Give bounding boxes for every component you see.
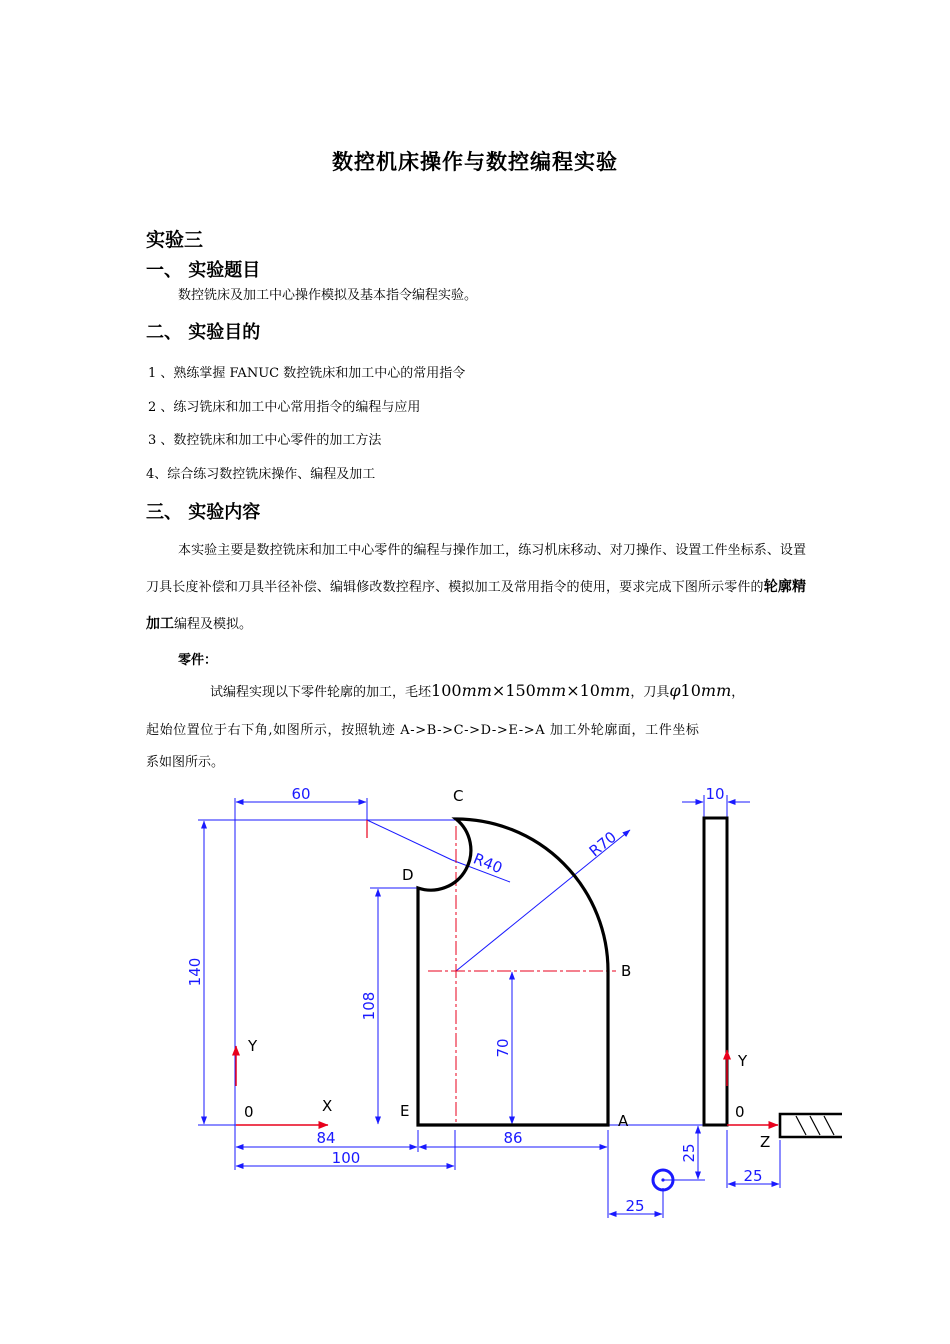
point-label-b: B — [621, 962, 632, 980]
leader-r40 — [367, 820, 452, 860]
tool-hatch — [796, 1116, 806, 1135]
blank-size-thickness: ×10 — [566, 681, 600, 700]
tool-unit: mm — [700, 681, 732, 700]
tool-hatch — [810, 1116, 820, 1135]
dim-label-10: 10 — [705, 785, 725, 803]
side-view-plate — [704, 818, 727, 1125]
part-label: 零件： — [178, 653, 218, 668]
task-text-c: ， — [731, 685, 745, 700]
tool-diameter: 10 — [680, 681, 701, 700]
dim-label-108: 108 — [360, 991, 378, 1021]
blank-size-width: ×150 — [491, 681, 536, 700]
content-text-a: 本实验主要是数控铣床和加工中心零件的编程与操作加工，练习机床移动、对刀操作、设置工件坐标系、设置刀具长度补偿和刀具半径补偿、编辑修改数控程序、模拟加工及常用指令的使用，要求完成下图所示零件的 — [146, 543, 806, 595]
blank-size-unit: mm — [599, 681, 631, 700]
dim-label-25-vertical: 25 — [680, 1143, 698, 1163]
point-label-c: C — [453, 787, 464, 805]
content-bold-term: 轮廓精加工 — [146, 579, 806, 632]
task-line-2: 起始位置位于右下角,如图所示，按照轨迹 A->B->C->D->E->A 加工外轮廓面，工件坐标 — [146, 723, 700, 738]
objective-item: 4、综合练习数控铣床操作、编程及加工 — [146, 467, 376, 482]
dim-label-100: 100 — [331, 1149, 361, 1167]
point-label-a: A — [618, 1112, 629, 1130]
task-text-b: ，刀具 — [630, 685, 670, 700]
side-axis-label-z: Z — [760, 1133, 771, 1151]
point-label-e: E — [400, 1102, 410, 1120]
axis-label-y: Y — [248, 1037, 258, 1055]
content-text-b: 编程及模拟。 — [174, 617, 253, 632]
task-line-3: 系如图所示。 — [146, 755, 225, 770]
task-line-1 — [210, 681, 744, 700]
dim-label-86: 86 — [503, 1129, 523, 1147]
point-label-d: D — [402, 866, 414, 884]
blank-size-unit: mm — [461, 681, 492, 700]
dim-label-60: 60 — [291, 785, 311, 803]
axis-label-x: X — [322, 1097, 333, 1115]
blank-size-length: 100 — [431, 681, 462, 700]
experiment-label: 实验三 — [146, 229, 204, 251]
tool-start-center — [661, 1178, 664, 1181]
dim-label-70: 70 — [494, 1038, 512, 1058]
dim-label-25-horizontal: 25 — [625, 1197, 645, 1215]
dim-label-84: 84 — [316, 1129, 336, 1147]
dim-label-25-side: 25 — [743, 1167, 763, 1185]
section-1-heading: 一、 实验题目 — [146, 260, 261, 281]
radius-label-r70: R70 — [585, 827, 620, 861]
radius-label-r40: R40 — [470, 849, 505, 878]
part-outline — [418, 819, 608, 1125]
section-2-heading: 二、 实验目的 — [146, 322, 261, 343]
doc-title: 数控机床操作与数控编程实验 — [332, 149, 618, 174]
task-text-a: 试编程实现以下零件轮廓的加工，毛坯 — [210, 685, 432, 700]
axis-label-origin: 0 — [244, 1103, 254, 1121]
side-axis-label-origin: 0 — [735, 1103, 745, 1121]
tool-hatch — [824, 1116, 834, 1135]
blank-size-unit: mm — [535, 681, 567, 700]
part-drawing — [0, 770, 950, 1230]
dim-label-140: 140 — [186, 957, 204, 987]
content-paragraph — [146, 533, 806, 643]
objective-item: 3 、数控铣床和加工中心零件的加工方法 — [148, 433, 382, 448]
side-axis-label-y: Y — [738, 1052, 748, 1070]
section-1-body: 数控铣床及加工中心操作模拟及基本指令编程实验。 — [178, 288, 478, 303]
tool-phi: φ — [669, 681, 681, 700]
objective-item: 2 、练习铣床和加工中心常用指令的编程与应用 — [148, 400, 421, 415]
section-3-heading: 三、 实验内容 — [146, 502, 261, 523]
objective-item: 1 、熟练掌握 FANUC 数控铣床和加工中心的常用指令 — [148, 366, 466, 381]
